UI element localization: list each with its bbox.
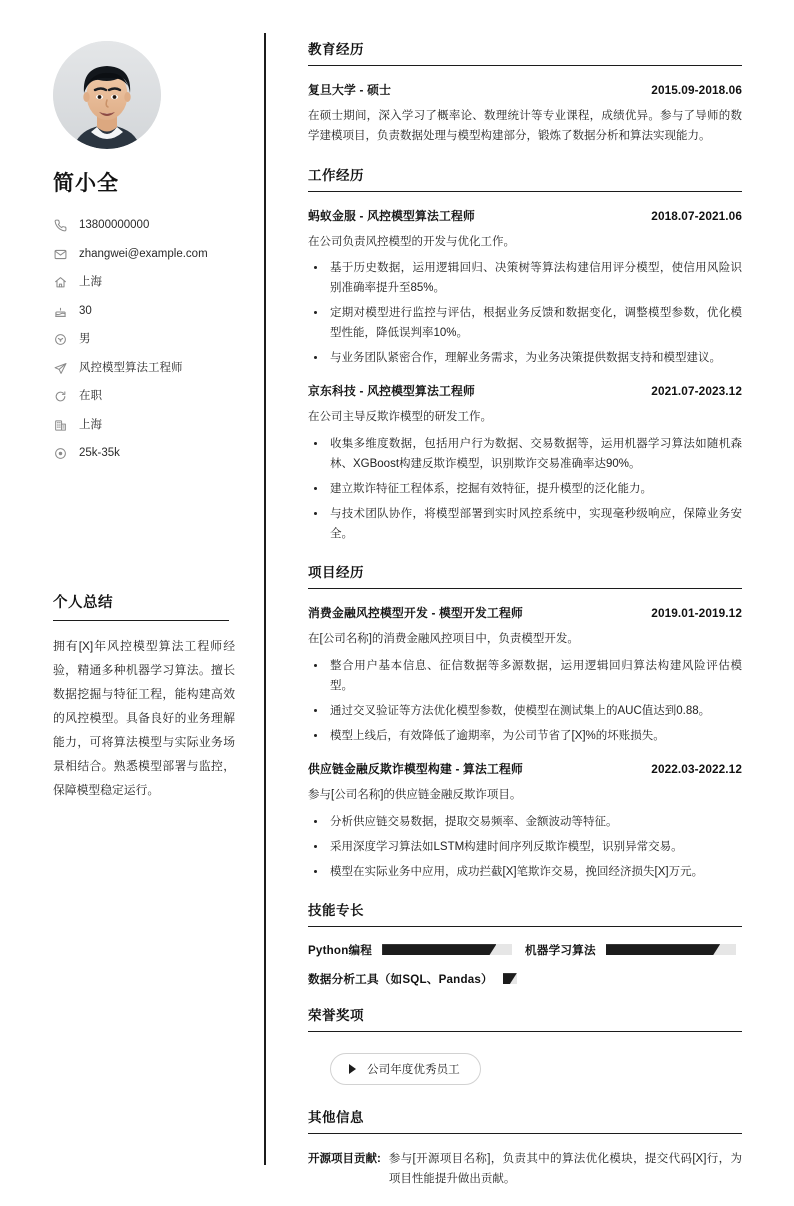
list-item: 模型在实际业务中应用，成功拦截[X]笔欺诈交易，挽回经济损失[X]万元。 [308,862,742,882]
contact-list [53,213,222,466]
education-entry [308,81,742,147]
contact-text: zhangwei@example.com [79,247,208,260]
work-entry [308,382,742,544]
contact-text: 上海 [79,418,102,431]
entry-title: 供应链金融反欺诈模型构建 - 算法工程师 [308,761,524,776]
vertical-divider [264,33,266,1165]
list-item: 建立欺诈特征工程体系，挖掘有效特征，提升模型的泛化能力。 [308,479,742,499]
list-item: 分析供应链交易数据，提取交易频率、金额波动等特征。 [308,812,742,832]
contact-item-age [53,299,222,324]
section-heading: 技能专长 [308,899,742,927]
contact-item-gender [53,327,222,352]
skill-label: Python编程 [308,943,373,957]
entry-date: 2019.01-2019.12 [651,606,742,621]
skill-progress-fill [606,944,720,955]
project-entry [308,760,742,882]
contact-text: 上海 [79,276,102,289]
entry-description: 在硕士期间，深入学习了概率论、数理统计等专业课程，成绩优异。参与了导师的数学建模项目，负责数据处理与模型构建部分，锻炼了数据分析和算法实现能力。 [308,110,742,142]
list-item: 与技术团队协作，将模型部署到实时风控系统中，实现毫秒级响应，保障业务安全。 [308,504,742,544]
section-heading: 个人总结 [53,591,229,621]
section-heading: 其他信息 [308,1106,742,1134]
entry-date: 2021.07-2023.12 [651,384,742,399]
skill-progress-track [606,944,736,955]
list-item: 模型上线后，有效降低了逾期率，为公司节省了[X]%的坏账损失。 [308,726,742,746]
section-project-experience [308,561,742,882]
contact-item-city [53,413,222,438]
section-skills [308,899,742,987]
refresh-icon [53,389,68,404]
entry-title: 京东科技 - 风控模型算法工程师 [308,384,476,399]
envelope-icon [53,247,68,262]
skill-label: 数据分析工具（如SQL、Pandas） [308,972,493,986]
list-item: 定期对模型进行监控与评估，根据业务反馈和数据变化，调整模型参数，优化模型性能，降低误判率10%。 [308,303,742,343]
entry-date: 2018.07-2021.06 [651,208,742,223]
play-triangle-icon [349,1064,356,1074]
list-item: 采用深度学习算法如LSTM构建时间序列反欺诈模型，识别异常交易。 [308,837,742,857]
entry-header [308,207,742,224]
skill-progress-track [382,944,512,955]
cake-icon [53,304,68,319]
contact-item-hometown [53,270,222,295]
entry-description: 参与[公司名称]的供应链金融反欺诈项目。 [308,788,522,801]
section-education [308,38,742,147]
awards-row [308,1047,742,1089]
bullet-list [308,812,742,882]
contact-item-status [53,384,222,409]
main-content [264,0,794,1206]
contact-item-salary [53,441,222,466]
other-info-value: 参与[开源项目名称]，负责其中的算法优化模块，提交代码[X]行，为项目性能提升做出贡献。 [388,1152,742,1186]
building-icon [53,418,68,433]
entry-header [308,81,742,98]
entry-date: 2022.03-2022.12 [651,761,742,776]
list-item: 基于历史数据，运用逻辑回归、决策树等算法构建信用评分模型，使信用风险识别准确率提升至85%。 [308,258,742,298]
bullet-list [308,434,742,544]
list-item: 与业务团队紧密合作，理解业务需求，为业务决策提供数据支持和模型建议。 [308,348,742,368]
section-heading: 项目经历 [308,561,742,589]
entry-description: 在[公司名称]的消费金融风控项目中，负责模型开发。 [308,633,579,646]
contact-text: 25k-35k [79,447,120,460]
contact-text: 风控模型算法工程师 [79,361,183,374]
section-work-experience [308,164,742,545]
avatar [53,41,161,149]
section-awards [308,1004,742,1089]
skill-progress-fill [503,973,517,984]
award-label: 公司年度优秀员工 [367,1062,460,1076]
bullet-list [308,656,742,746]
entry-header [308,604,742,621]
paper-plane-icon [53,361,68,376]
bullet-list [308,258,742,368]
entry-title: 复旦大学 - 硕士 [308,83,392,97]
contact-item-position [53,356,222,381]
skills-grid [308,942,742,987]
skill-item [308,942,525,958]
sidebar [0,0,264,1206]
work-entry [308,207,742,369]
target-icon [53,446,68,461]
contact-item-phone [53,213,222,238]
section-heading: 教育经历 [308,38,742,66]
contact-text: 13800000000 [79,219,150,232]
list-item: 通过交叉验证等方法优化模型参数，使模型在测试集上的AUC值达到0.88。 [308,701,742,721]
phone-icon [53,218,68,233]
section-personal-summary [53,591,235,803]
other-info-row [308,1149,742,1190]
gender-icon [53,332,68,347]
entry-header [308,382,742,399]
contact-text: 30 [79,304,92,317]
skill-item [525,942,742,958]
home-icon [53,275,68,290]
contact-text: 在职 [79,390,102,403]
list-item: 收集多维度数据，包括用户行为数据、交易数据等，运用机器学习算法如随机森林、XGBoost构建反欺诈模型，识别欺诈交易准确率达90%。 [308,434,742,474]
contact-text: 男 [79,333,91,346]
entry-header [308,760,742,777]
entry-title: 蚂蚁金服 - 风控模型算法工程师 [308,208,476,223]
summary-text: 拥有[X]年风控模型算法工程师经验，精通多种机器学习算法。擅长数据挖掘与特征工程，能构建高效的风控模型。具备良好的业务理解能力，可将算法模型与实际业务场景相结合。熟悉模型部署与监控，保障模型稳定运行。 [53,639,235,797]
project-entry [308,604,742,746]
skill-progress-fill [382,944,496,955]
skill-progress-track [503,973,517,984]
section-heading: 荣誉奖项 [308,1004,742,1032]
section-other-info [308,1106,742,1190]
other-info-label: 开源项目贡献: [308,1152,381,1165]
section-heading: 工作经历 [308,164,742,192]
list-item: 整合用户基本信息、征信数据等多源数据，运用逻辑回归算法构建风险评估模型。 [308,656,742,696]
award-badge[interactable] [330,1053,481,1085]
entry-title: 消费金融风控模型开发 - 模型开发工程师 [308,606,524,621]
skill-label: 机器学习算法 [525,943,596,957]
skill-item [308,971,742,987]
contact-item-email [53,242,222,267]
entry-description: 在公司负责风控模型的开发与优化工作。 [308,235,515,248]
entry-description: 在公司主导反欺诈模型的研发工作。 [308,411,492,424]
person-name: 简小全 [53,172,119,195]
entry-date: 2015.09-2018.06 [651,83,742,97]
